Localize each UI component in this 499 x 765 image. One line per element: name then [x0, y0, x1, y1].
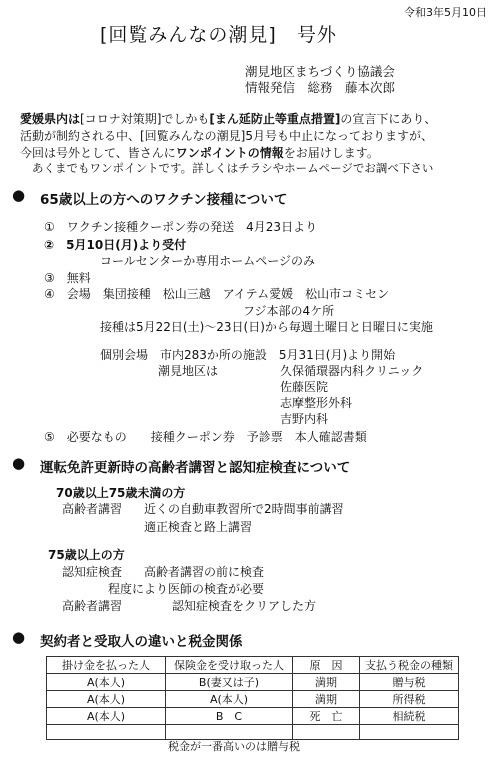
clinic-name: 久保循環器内科クリニック [280, 364, 424, 378]
table-cell: A(本人) [166, 691, 293, 708]
issue-date: 令和3年5月10日 [404, 6, 487, 19]
table-cell: 満期 [293, 691, 360, 708]
clinic-name: 佐藤医院 [280, 380, 329, 394]
section-bullet: ● [12, 454, 26, 472]
section-title-vaccine: 65歳以上の方へのワクチン接種について [40, 192, 288, 208]
section-bullet: ● [12, 186, 26, 204]
license-g2-label: 認知症検査 [62, 565, 123, 579]
table-cell: 所得税 [360, 691, 459, 708]
intro-text: をお届けします。 [283, 146, 379, 160]
vaccine-shiomi-label: 潮見地区は [158, 364, 219, 378]
tax-table [46, 656, 459, 740]
intro-text: の宣言下にあり、 [340, 112, 437, 126]
intro-text: ワンポイントの情報 [175, 146, 284, 160]
organization-name: 潮見地区まちづくり協議会 [245, 64, 395, 79]
intro-line-3 [20, 144, 379, 161]
license-group-2: 75歳以上の方 [48, 548, 125, 562]
table-cell: 相続税 [360, 708, 459, 725]
clinic-name: 吉野内科 [280, 412, 329, 426]
table-cell [360, 725, 459, 740]
intro-text: [まん延防止等重点措置] [209, 112, 341, 126]
intro-line-4: あくまでもワンポイントです。詳しくはチラシやホームページでお調べ下さい [32, 161, 434, 175]
intro-text: 今回は号外として、皆さんに [20, 146, 176, 160]
vaccine-item-2-detail: コールセンターか専用ホームページのみ [100, 254, 316, 268]
section-bullet: ● [12, 628, 26, 646]
table-header-cell: 掛け金を払った人 [47, 657, 166, 674]
table-header-cell: 原 因 [293, 657, 360, 674]
clinic-name: 志摩整形外科 [280, 396, 353, 410]
page-title: [回覧みんなの潮見] 号外 [100, 24, 337, 46]
license-g2c-detail: 認知症検査をクリアした方 [172, 599, 317, 613]
license-g2-detail: 高齢者講習の前に検査 [144, 565, 265, 579]
table-row [47, 674, 459, 691]
intro-line-2: 活動が制約される中、[回覧みんなの潮見]5月号も中止になっておりますが、 [20, 129, 434, 143]
intro-text: でしかも [161, 112, 210, 126]
license-g1-detail: 近くの自動車教習所で2時間事前講習 [144, 502, 344, 516]
vaccine-item-4-schedule: 接種は5月22日(土)〜23日(日)から毎週土曜日と日曜日に実施 [100, 320, 433, 334]
vaccine-item-3: ③ 無料 [44, 271, 91, 285]
table-header-row [47, 657, 459, 674]
license-g2c-label: 高齢者講習 [62, 599, 123, 613]
vaccine-item-1: ① ワクチン接種クーポン券の発送 4月23日より [44, 220, 318, 234]
intro-text: [コロナ対策期] [80, 112, 162, 126]
vaccine-individual-venue: 個別会場 市内283か所の施設 5月31日(月)より開始 [100, 348, 396, 362]
section-title-license: 運転免許更新時の高齢者講習と認知症検査について [40, 460, 351, 476]
vaccine-item-2: ② 5月10日(月)より受付 [44, 238, 187, 252]
table-cell: 満期 [293, 674, 360, 691]
vaccine-item-5: ⑤ 必要なもの 接種クーポン券 予診票 本人確認書類 [44, 430, 367, 444]
table-row [47, 708, 459, 725]
table-cell [293, 725, 360, 740]
tax-note: 税金が一番高いのは贈与税 [168, 740, 300, 753]
table-row [47, 691, 459, 708]
table-header-cell: 保険金を受け取った人 [166, 657, 293, 674]
table-cell: A(本人) [47, 691, 166, 708]
license-group-1: 70歳以上75歳未満の方 [56, 486, 186, 500]
table-cell [47, 725, 166, 740]
license-g2-detail-2: 程度により医師の検査が必要 [108, 582, 265, 596]
table-cell: B(妻又は子) [166, 674, 293, 691]
license-g1-label: 高齢者講習 [62, 502, 123, 516]
license-g1-detail-2: 適正検査と路上講習 [144, 520, 253, 534]
sender-line: 情報発信 総務 藤本次郎 [245, 80, 396, 95]
table-header-cell: 支払う税金の種類 [360, 657, 459, 674]
table-cell: 贈与税 [360, 674, 459, 691]
table-cell: A(本人) [47, 674, 166, 691]
intro-text: 愛媛県内は [20, 112, 81, 126]
table-cell: 死 亡 [293, 708, 360, 725]
vaccine-item-4: ④ 会場 集団接種 松山三越 アイテム愛媛 松山市コミセン [44, 287, 390, 301]
table-cell: A(本人) [47, 708, 166, 725]
section-title-tax: 契約者と受取人の違いと税金関係 [40, 634, 243, 650]
vaccine-item-4-sites: フジ本部の4ケ所 [243, 304, 335, 318]
intro-line-1 [20, 110, 436, 127]
table-cell: B C [166, 708, 293, 725]
